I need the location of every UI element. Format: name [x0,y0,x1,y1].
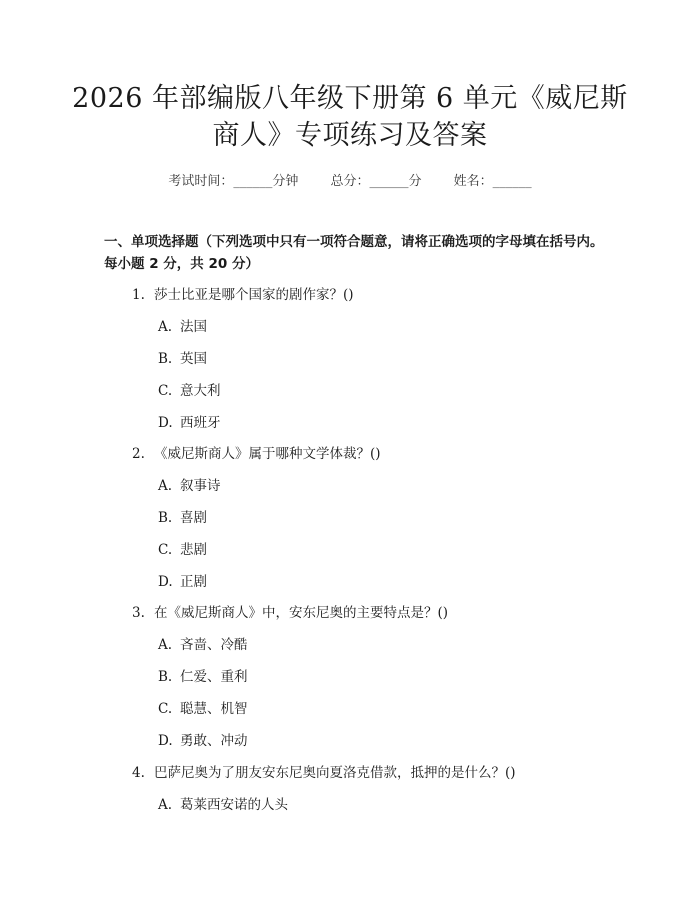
option-text: 悲剧 [180,542,207,558]
option-text: 西班牙 [180,415,221,431]
option-3a [158,633,248,653]
option-letter: A. [158,478,173,494]
question-number: 3. [132,605,145,621]
option-text: 正剧 [180,574,207,590]
option-letter: B. [158,669,173,685]
question-3 [132,601,448,621]
option-letter: A. [158,797,173,813]
question-4 [132,761,516,781]
option-text: 勇敢、冲动 [180,733,248,749]
option-letter: D. [158,415,173,431]
question-number: 1. [132,287,145,303]
option-text: 聪慧、机智 [180,701,248,717]
option-letter: C. [158,383,173,399]
option-text: 叙事诗 [180,478,221,494]
section-heading: 一、单项选择题（下列选项中只有一项符合题意，请将正确选项的字母填在括号内。每小题 2 分，共 20 分） [104,234,604,272]
option-text: 意大利 [180,383,221,399]
total-score-field: 总分：______分 [330,174,422,189]
option-letter: B. [158,510,173,526]
option-letter: A. [158,637,173,653]
option-2d [158,570,207,590]
option-text: 英国 [180,351,207,367]
question-text: 莎士比亚是哪个国家的剧作家？() [154,287,354,303]
option-2c [158,538,207,558]
question-1 [132,283,354,303]
option-2b [158,506,207,526]
page-title [0,80,700,154]
option-3b [158,665,248,685]
option-letter: D. [158,733,173,749]
option-2a [158,474,221,494]
option-letter: C. [158,701,173,717]
question-text: 《威尼斯商人》属于哪种文学体裁？() [154,446,381,462]
option-3c [158,697,248,717]
option-text: 仁爱、重利 [180,669,248,685]
option-text: 法国 [180,319,207,335]
option-text: 喜剧 [180,510,207,526]
option-1c [158,379,221,399]
exam-info [0,170,700,189]
question-text: 巴萨尼奥为了朋友安东尼奥向夏洛克借款，抵押的是什么？() [154,765,516,781]
option-text: 葛莱西安诺的人头 [180,797,288,813]
name-field: 姓名：______ [453,174,532,189]
question-2 [132,442,381,462]
option-1d [158,411,221,431]
option-text: 吝啬、冷酷 [180,637,248,653]
title-line-1: 2026 年部编版八年级下册第 6 单元《威尼斯 [72,83,628,114]
exam-time-field: 考试时间：______分钟 [168,174,299,189]
option-3d [158,729,248,749]
option-4a [158,793,288,813]
option-1a [158,315,207,335]
question-number: 4. [132,765,145,781]
title-line-2: 商人》专项练习及答案 [212,120,488,151]
option-letter: D. [158,574,173,590]
option-letter: A. [158,319,173,335]
question-number: 2. [132,446,145,462]
question-text: 在《威尼斯商人》中，安东尼奥的主要特点是？() [154,605,449,621]
option-letter: C. [158,542,173,558]
option-letter: B. [158,351,173,367]
option-1b [158,347,207,367]
